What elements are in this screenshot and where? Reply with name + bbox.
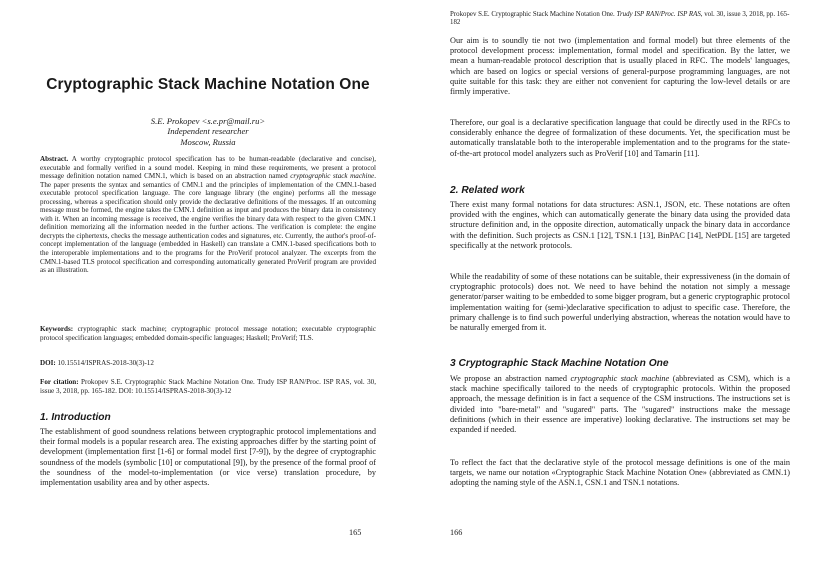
keywords-text: cryptographic stack machine; cryptographic protocol message notation; executable cryptographic protocol specification languages; embedded domain-specific languages; Haskell; ProVerif; TLS. <box>40 325 376 342</box>
keywords-label: Keywords: <box>40 325 74 333</box>
abstract-text-1: A worthy cryptographic protocol specification has to be human-readable (declarative and concise), executable and formally verified in a sound model. Keeping in mind these requirements, we present a protocol message definition notation named CMN.1, which is based on an abstraction named <box>40 155 376 181</box>
running-head <box>450 11 790 28</box>
citation-text: Prokopev S.E. Cryptographic Stack Machine Notation One. Trudy ISP RAN/Proc. ISP RAS, vol. 30, issue 3, 2018, pp. 165-182. DOI: 10.15514/ISPRAS-2018-30(3)-12 <box>40 378 377 395</box>
running-head-text: Prokopev S.E. Cryptographic Stack Machine Notation One. <box>450 11 617 18</box>
author-location: Moscow, Russia <box>180 136 236 147</box>
author-name: S.E. Prokopev <s.e.pr@mail.ru> <box>150 116 266 126</box>
doi-text: 10.15514/ISPRAS-2018-30(3)-12 <box>55 359 154 367</box>
section-heading-csm: 3 Cryptographic Stack Machine Notation One <box>450 358 669 369</box>
citation <box>40 378 376 395</box>
right-page <box>410 0 820 580</box>
paper-title: Cryptographic Stack Machine Notation One <box>46 76 370 93</box>
running-head-journal: Trudy ISP RAN/Proc. ISP RAS <box>616 11 701 18</box>
csm-text-2: (abbreviated as CSM), which is a stack machine specifically tailored to the needs of cryptographic protocols. Within the proposed approach, the message definition is in fact a sequence of the CSM instructions. The instructions set is divided into "bare-metal" and "sugared" parts. The "sugared" instructions make the message definitions (which in their essence are imperative) looking declarative. The instructions set may be expanded if needed. <box>450 374 790 435</box>
page-number-right: 166 <box>450 528 463 537</box>
paragraph-expressiveness: While the readability of some of these notations can be suitable, their expressiveness (in the domain of cryptographic protocols) does not. We need to have behind the notation not simply a message generator/parser waiting to be embedded to some bigger program, but a generic cryptographic protocol implementation waiting for (semi-)declarative specification to adjust to specific case. Therefore, the primary challenge is to find such powerful underlying abstraction, whereas the notation would have to be naturally emerged from it. <box>450 272 790 333</box>
csm-emphasis: cryptographic stack machine <box>570 374 670 383</box>
abstract-text-2: . The paper presents the syntax and semantics of CMN.1 and the principles of implementation of the CMN.1-based executable protocol specification language. The core language library (the engine) performs all the message processing, whereas a specification should only provide the declarative definitions of the messages. If an outcoming message must be formed, the engine takes the CMN.1 definition as input and produces the binary data in consistency with it. When an incoming message is received, the engine verifies the binary data with respect to the given CMN.1 definition memorizing all the information needed in the further actions. The verification is complete: the engine decrypts the ciphertexts, checks the message authentication codes and signatures, etc. Currently, the author's proof-of-concept implementation of the language (embedded in Haskell) can translate a CMN.1-based specifications both to the interoperable implementations and to the programs for the ProVerif protocol analyzer. The excerpts from the CMN.1-based TLS protocol specification and corresponding automatically generated ProVerif program are provided as an illustration. <box>40 172 376 275</box>
running-head-tail: , vol. 30, issue 3, 2018, pp. 165-182 <box>450 11 790 27</box>
author-block <box>40 116 376 147</box>
doi <box>40 359 376 368</box>
introduction-paragraph: The establishment of good soundness relations between cryptographic protocol implementations and their formal models is a popular research area. The existing approaches differ by the starting point of development (implementation first [1-6] or formal model first [7-9]), by the degree of cryptographic soundness of the models (symbolic [10] or computational [9]), by the presence of the formal proof of the soundness of the model-to-implementation (or vice verse) translation procedure, by implementation usability area and by other aspects. <box>40 427 376 488</box>
paragraph-csm <box>450 374 790 435</box>
paragraph-notations: There exist many formal notations for data structures: ASN.1, JSON, etc. These notations are often provided with the engines, which can automatically generate the binary data using the provided data structure definition and, in the opposite direction, automatically unpack the binary data in accordance with the definition. Such projects as CSN.1 [12], TSN.1 [13], BinPAC [14], NetPDL [15] are targeted specifically at the network protocols. <box>450 200 790 250</box>
keywords <box>40 325 376 342</box>
paragraph-goal: Therefore, our goal is a declarative specification language that could be directly used in the RFCs to considerably enhance the degree of formalization of these documents. Yet, the specification must be automatically translatable both to the interoperable implementation and to the programs for the state-of-the-art protocol model analyzers such as ProVerif [10] and Tamarin [11]. <box>450 118 790 158</box>
author-affiliation: Independent researcher <box>167 126 249 137</box>
page-number-left: 165 <box>349 528 362 537</box>
paragraph-aim: Our aim is to soundly tie not two (implementation and formal model) but three elements of the protocol development process: implementation, formal model and specification. By the latter, we mean a human-readable protocol description that is usually placed in RFC. The models' languages, which are based on logics or special versions of general-purpose programming languages, are not quite suitable for this task: they are either not convenient for capturing the low-level details or are firmly imperative. <box>450 36 790 97</box>
abstract <box>40 155 376 275</box>
citation-label: For citation: <box>40 378 79 386</box>
paragraph-naming: To reflect the fact that the declarative style of the protocol message definitions is one of the main targets, we name our notation «Cryptographic Stack Machine Notation One» (abbreviated as CMN.1) adopting the naming style of the ASN.1, CSN.1 and TSN.1 notations. <box>450 458 790 488</box>
doi-label: DOI: <box>40 359 56 367</box>
section-heading-introduction: 1. Introduction <box>40 412 111 423</box>
abstract-emphasis: cryptographic stack machine <box>290 172 375 181</box>
abstract-label: Abstract. <box>40 155 69 163</box>
csm-text-1: We propose an abstraction named <box>450 374 571 383</box>
section-heading-related-work: 2. Related work <box>450 185 525 196</box>
